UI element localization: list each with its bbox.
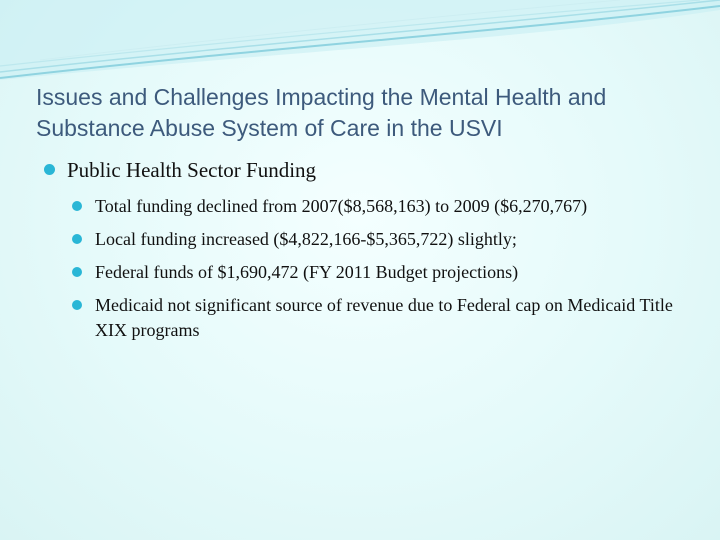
bullet-level2-text: Medicaid not significant source of revenue due to Federal cap on Medicaid Title XIX programs [95, 295, 673, 340]
bullet-dot-icon [72, 201, 82, 211]
bullet-list [44, 156, 684, 351]
slide-title: Issues and Challenges Impacting the Mental Health and Substance Abuse System of Care in the USVI [36, 84, 607, 141]
bullet-dot-icon [72, 234, 82, 244]
bullet-dot-icon [72, 300, 82, 310]
bullet-level2-text: Federal funds of $1,690,472 (FY 2011 Budget projections) [95, 262, 519, 282]
bullet-level2-text: Local funding increased ($4,822,166-$5,365,722) slightly; [95, 229, 517, 249]
bullet-dot-icon [44, 164, 55, 175]
bullet-level2-item [72, 227, 684, 252]
bullet-dot-icon [72, 267, 82, 277]
bullet-level2-item [72, 293, 684, 343]
header-swoosh-decoration [0, 0, 720, 90]
bullet-level1-text: Public Health Sector Funding [67, 158, 317, 182]
bullet-level2-item [72, 194, 684, 219]
bullet-level2-item [72, 260, 684, 285]
bullet-level1 [44, 156, 684, 184]
bullet-level2-text: Total funding declined from 2007($8,568,163) to 2009 ($6,270,767) [95, 196, 588, 216]
